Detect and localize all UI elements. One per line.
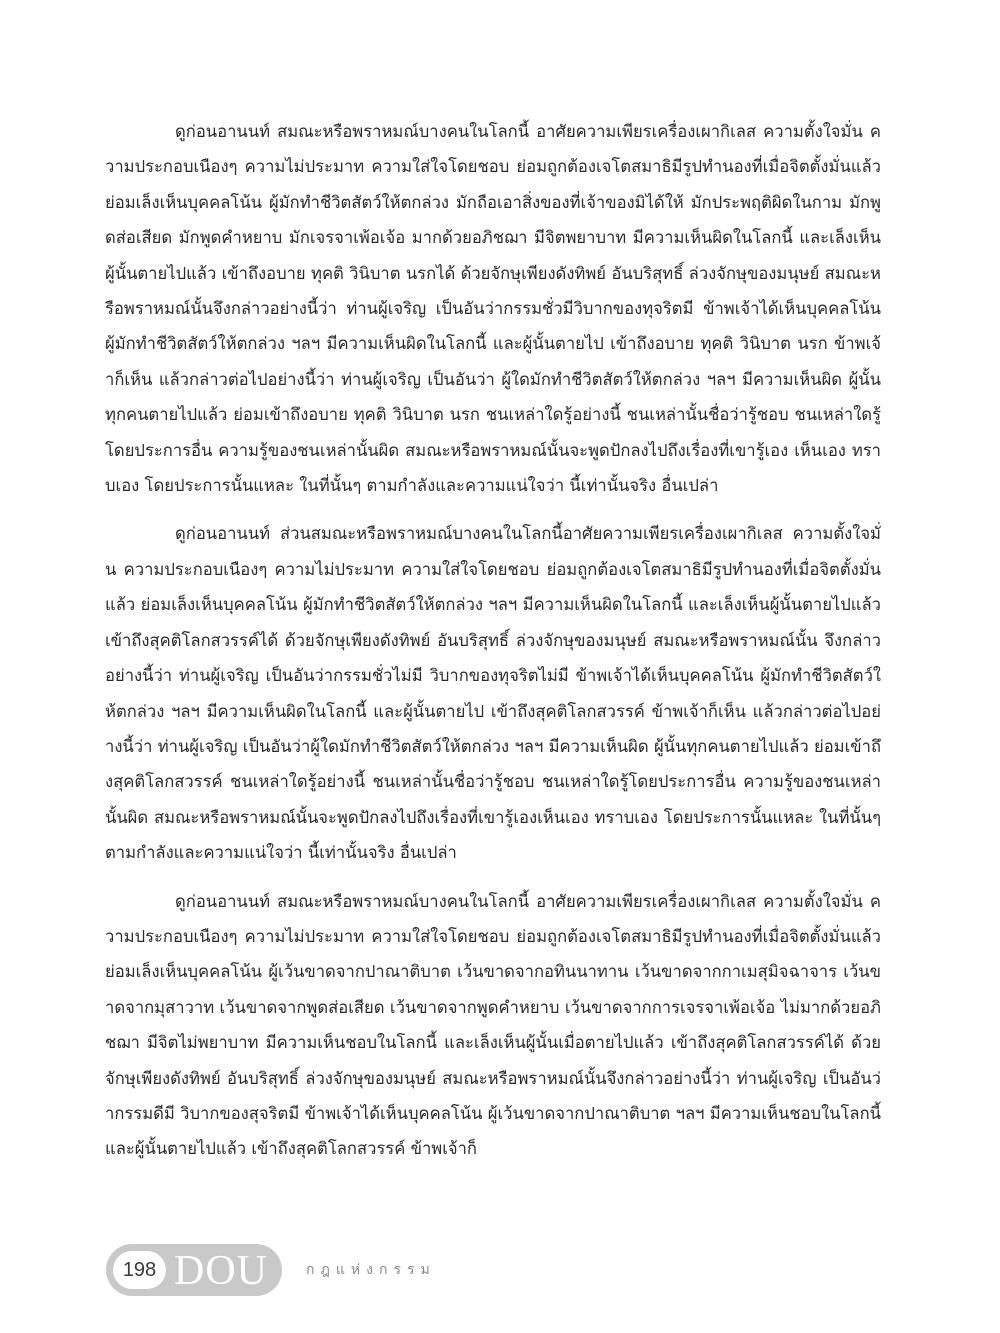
book-title: กฎแห่งกรรม bbox=[306, 1262, 436, 1278]
paragraph-2: ดูก่อนอานนท์ ส่วนสมณะหรือพราหมณ์บางคนในโลกนี้อาศัยความเพียรเครื่องเผากิเลส ความตั้งใจมั่น ความประกอบเนืองๆ ความไม่ประมาท ความใส่ใจโดยชอบ ย่อมถูกต้องเจโตสมาธิมีรูปทำนองที่เมื่อจิตตั้งมั่นแล้ว ย่อมเล็งเห็นบุคคลโน้น ผู้มักทำชีวิตสัตว์ให้ตกล่วง ฯลฯ มีความเห็นผิดในโลกนี้ และเล็งเห็นผู้นั้นตายไปแล้ว เข้าถึงสุคติโลกสวรรค์ได้ ด้วยจักษุเพียงดังทิพย์ อันบริสุทธิ์ ล่วงจักษุของมนุษย์ สมณะหรือพราหมณ์นั้น จึงกล่าวอย่างนี้ว่า ท่านผู้เจริญ เป็นอันว่ากรรมชั่วไม่มี วิบากของทุจริตไม่มี ข้าพเจ้าได้เห็นบุคคลโน้น ผู้มักทำชีวิตสัตว์ให้ตกล่วง ฯลฯ มีความเห็นผิดในโลกนี้ และผู้นั้นตายไป เข้าถึงสุคติโลกสวรรค์ ข้าพเจ้าก็เห็น แล้วกล่าวต่อไปอย่างนี้ว่า ท่านผู้เจริญ เป็นอันว่าผู้ใดมักทำชีวิตสัตว์ให้ตกล่วง ฯลฯ มีความเห็นผิด ผู้นั้นทุกคนตายไปแล้ว ย่อมเข้าถึงสุคติโลกสวรรค์ ชนเหล่าใดรู้อย่างนี้ ชนเหล่านั้นชื่อว่ารู้ชอบ ชนเหล่าใดรู้โดยประการอื่น ความรู้ของชนเหล่านั้นผิด สมณะหรือพราหมณ์นั้นจะพูดปักลงไปถึงเรื่องที่เขารู้เองเห็นเอง ทราบเอง โดยประการนั้นแหละ ในที่นั้นๆ ตามกำลังและความแน่ใจว่า นี้เท่านั้นจริง อื่นเปล่า bbox=[105, 524, 881, 863]
brand-logo: DOU bbox=[174, 1248, 268, 1294]
paragraph-3: ดูก่อนอานนท์ สมณะหรือพราหมณ์บางคนในโลกนี้ อาศัยความเพียรเครื่องเผากิเลส ความตั้งใจมั่น ความประกอบเนืองๆ ความไม่ประมาท ความใส่ใจโดยชอบ ย่อมถูกต้องเจโตสมาธิมีรูปทำนองที่เมื่อจิตตั้งมั่นแล้ว ย่อมเล็งเห็นบุคคลโน้น ผู้เว้นขาดจากปาณาติบาต เว้นขาดจากอทินนาทาน เว้นขาดจากกาเมสุมิจฉาจาร เว้นขาดจากมุสาวาท เว้นขาดจากพูดส่อเสียด เว้นขาดจากพูดคำหยาบ เว้นขาดจากการเจรจาเพ้อเจ้อ ไม่มากด้วยอภิชฌา มีจิตไม่พยาบาท มีความเห็นชอบในโลกนี้ และเล็งเห็นผู้นั้นเมื่อตายไปแล้ว เข้าถึงสุคติโลกสวรรค์ได้ ด้วยจักษุเพียงดังทิพย์ อันบริสุทธิ์ ล่วงจักษุของมนุษย์ สมณะหรือพราหมณ์นั้นจึงกล่าวอย่างนี้ว่า ท่านผู้เจริญ เป็นอันว่ากรรมดีมี วิบากของสุจริตมี ข้าพเจ้าได้เห็นบุคคลโน้น ผู้เว้นขาดจากปาณาติบาต ฯลฯ มีความเห็นชอบในโลกนี้ และผู้นั้นตายไปแล้ว เข้าถึงสุคติโลกสวรรค์ ข้าพเจ้าก็ bbox=[105, 891, 881, 1159]
page-badge bbox=[106, 1244, 282, 1296]
paragraph-1: ดูก่อนอานนท์ สมณะหรือพราหมณ์บางคนในโลกนี้ อาศัยความเพียรเครื่องเผากิเลส ความตั้งใจมั่น ความประกอบเนืองๆ ความไม่ประมาท ความใส่ใจโดยชอบ ย่อมถูกต้องเจโตสมาธิมีรูปทำนองที่เมื่อจิตตั้งมั่นแล้ว ย่อมเล็งเห็นบุคคลโน้น ผู้มักทำชีวิตสัตว์ให้ตกล่วง มักถือเอาสิ่งของที่เจ้าของมิได้ให้ มักประพฤติผิดในกาม มักพูดส่อเสียด มักพูดคำหยาบ มักเจรจาเพ้อเจ้อ มากด้วยอภิชฌา มีจิตพยาบาท มีความเห็นผิดในโลกนี้ และเล็งเห็นผู้นั้นตายไปแล้ว เข้าถึงอบาย ทุคติ วินิบาต นรกได้ ด้วยจักษุเพียงดังทิพย์ อันบริสุทธิ์ ล่วงจักษุของมนุษย์ สมณะหรือพราหมณ์นั้นจึงกล่าวอย่างนี้ว่า ท่านผู้เจริญ เป็นอันว่ากรรมชั่วมีวิบากของทุจริตมี ข้าพเจ้าได้เห็นบุคคลโน้น ผู้มักทำชีวิตสัตว์ให้ตกล่วง ฯลฯ มีความเห็นผิดในโลกนี้ และผู้นั้นตายไป เข้าถึงอบาย ทุคติ วินิบาต นรก ข้าพเจ้าก็เห็น แล้วกล่าวต่อไปอย่างนี้ว่า ท่านผู้เจริญ เป็นอันว่า ผู้ใดมักทำชีวิตสัตว์ให้ตกล่วง ฯลฯ มีความเห็นผิด ผู้นั้นทุกคนตายไปแล้ว ย่อมเข้าถึงอบาย ทุคติ วินิบาต นรก ชนเหล่าใดรู้อย่างนี้ ชนเหล่านั้นชื่อว่ารู้ชอบ ชนเหล่าใดรู้โดยประการอื่น ความรู้ของชนเหล่านั้นผิด สมณะหรือพราหมณ์นั้นจะพูดปักลงไปถึงเรื่องที่เขารู้เอง เห็นเอง ทราบเอง โดยประการนั้นแหละ ในที่นั้นๆ ตามกำลังและความแน่ใจว่า นี้เท่านั้นจริง อื่นเปล่า bbox=[105, 122, 881, 496]
page-number: 198 bbox=[113, 1251, 166, 1289]
page-body bbox=[105, 114, 881, 1180]
page-footer bbox=[106, 1244, 436, 1296]
